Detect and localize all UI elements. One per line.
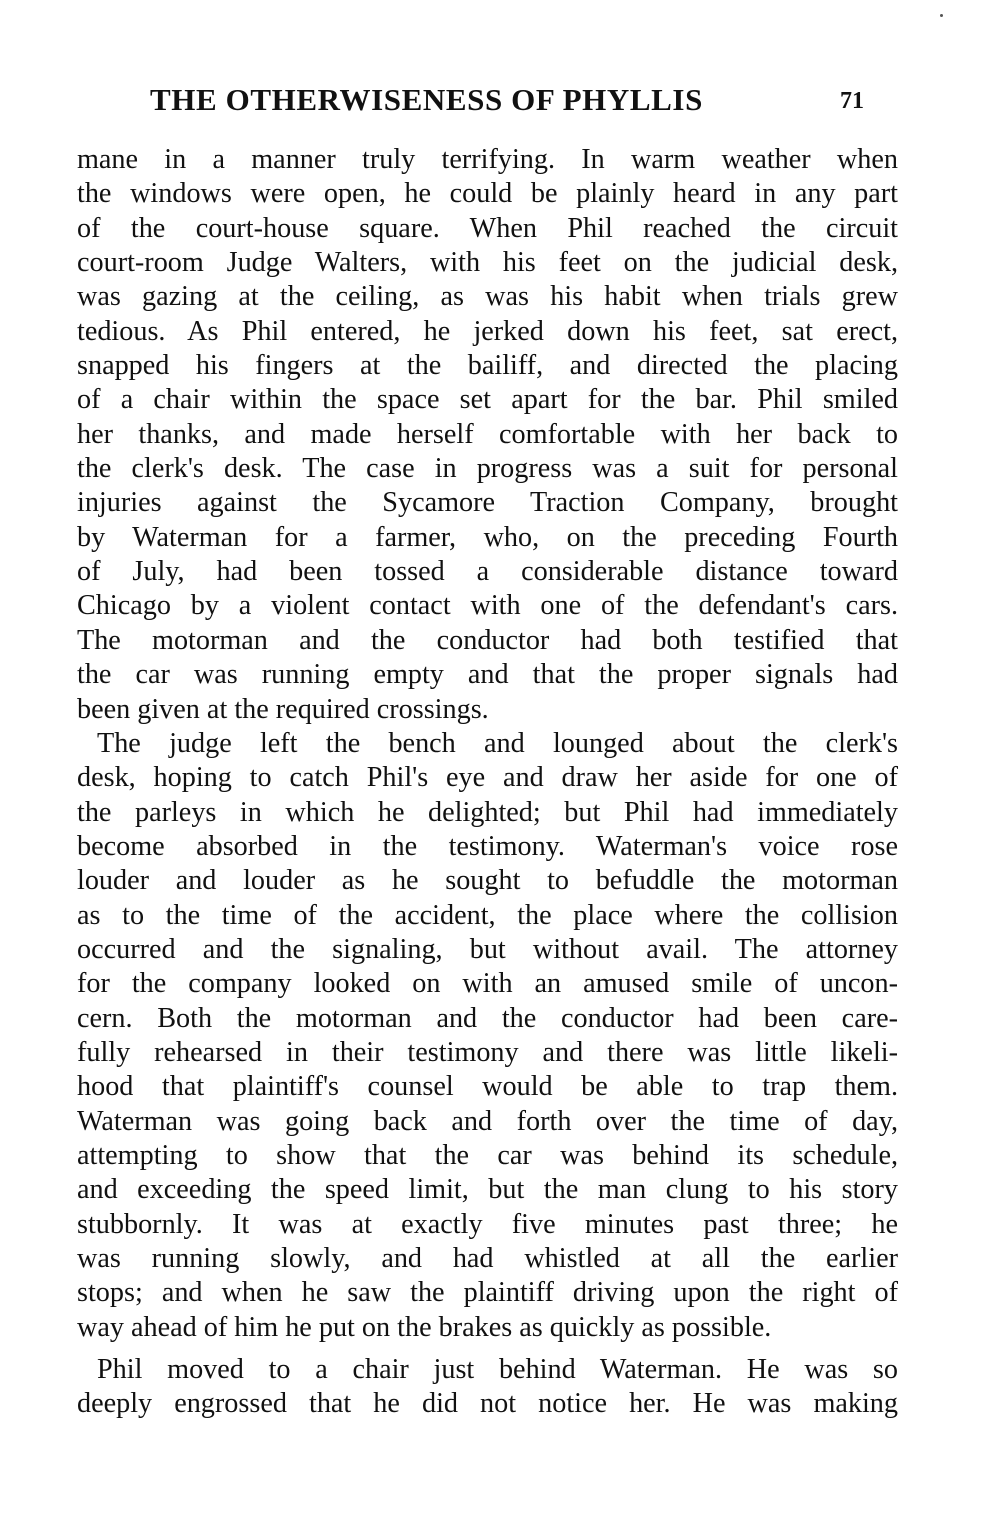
paragraph <box>77 727 898 1345</box>
paragraph <box>77 1353 898 1422</box>
text-line: of the court-house square. When Phil reached the circuit <box>77 212 898 244</box>
text-line: and exceeding the speed limit, but the man clung to his story <box>77 1174 898 1206</box>
text-line: snapped his fingers at the bailiff, and directed the placing <box>77 350 898 382</box>
text-line: her thanks, and made herself comfortable with her back to <box>77 418 898 450</box>
text-line: occurred and the signaling, but without avail. The attorney <box>77 933 898 965</box>
text-line: the clerk's desk. The case in progress was a suit for personal <box>77 453 898 485</box>
text-line: cern. Both the motorman and the conductor had been care- <box>77 1002 898 1034</box>
text-line: of July, had been tossed a considerable distance toward <box>77 556 898 588</box>
text-line: injuries against the Sycamore Traction Company, brought <box>77 487 898 519</box>
text-line: deeply engrossed that he did not notice her. He was making <box>77 1388 898 1420</box>
running-title: THE OTHERWISENESS OF PHYLLIS <box>150 82 703 117</box>
page-header <box>150 82 880 126</box>
text-line: The judge left the bench and lounged about the clerk's <box>97 727 898 759</box>
text-line: Phil moved to a chair just behind Waterman. He was so <box>97 1354 898 1386</box>
text-line: the car was running empty and that the proper signals had <box>77 659 898 691</box>
page-body <box>77 143 898 1422</box>
text-line: the parleys in which he delighted; but Phil had immediately <box>77 796 898 828</box>
text-line: The motorman and the conductor had both testified that <box>77 624 898 656</box>
text-line: of a chair within the space set apart for the bar. Phil smiled <box>77 384 898 416</box>
text-line: the windows were open, he could be plainly heard in any part <box>77 178 898 210</box>
text-line: tedious. As Phil entered, he jerked down his feet, sat erect, <box>77 315 898 347</box>
text-line: was gazing at the ceiling, as was his habit when trials grew <box>77 281 898 313</box>
text-line: Waterman was going back and forth over the time of day, <box>77 1105 898 1137</box>
text-line: court-room Judge Walters, with his feet on the judicial desk, <box>77 247 898 279</box>
text-line: way ahead of him he put on the brakes as quickly as possible. <box>77 1311 772 1343</box>
text-line: stubbornly. It was at exactly five minutes past three; he <box>77 1208 898 1240</box>
scan-speck <box>940 14 943 17</box>
text-line: by Waterman for a farmer, who, on the preceding Fourth <box>77 521 898 553</box>
text-line: desk, hoping to catch Phil's eye and draw her aside for one of <box>77 762 898 794</box>
text-line: become absorbed in the testimony. Waterman's voice rose <box>77 830 898 862</box>
text-line: hood that plaintiff's counsel would be able to trap them. <box>77 1071 898 1103</box>
text-line: fully rehearsed in their testimony and there was little likeli- <box>77 1036 898 1068</box>
text-line: louder and louder as he sought to befuddle the motorman <box>77 865 898 897</box>
text-line: as to the time of the accident, the place where the collision <box>77 899 898 931</box>
text-line: been given at the required crossings. <box>77 693 489 725</box>
text-line: attempting to show that the car was behind its schedule, <box>77 1139 898 1171</box>
text-line: for the company looked on with an amused smile of uncon- <box>77 968 898 1000</box>
paragraph <box>77 143 898 727</box>
text-line: mane in a manner truly terrifying. In warm weather when <box>77 144 898 175</box>
text-line: stops; and when he saw the plaintiff driving upon the right of <box>77 1277 898 1309</box>
text-line: was running slowly, and had whistled at all the earlier <box>77 1243 898 1274</box>
page-number: 71 <box>840 88 864 114</box>
text-line: Chicago by a violent contact with one of the defendant's cars. <box>77 590 898 622</box>
